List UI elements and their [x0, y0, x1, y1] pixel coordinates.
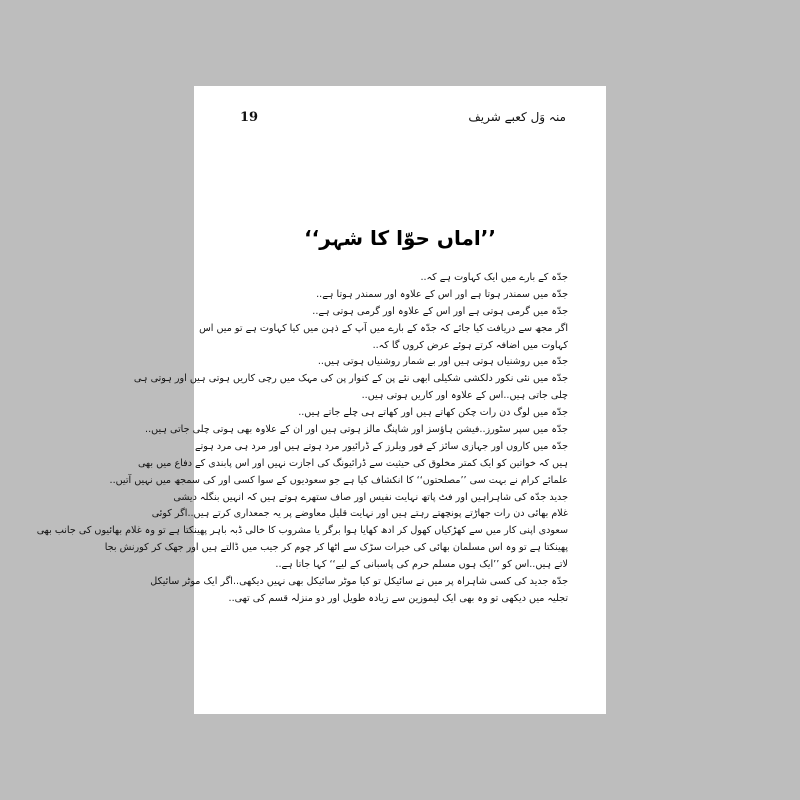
- chapter-title: ’’اماں حوّا کا شہر‘‘: [304, 226, 496, 250]
- text-line: جدّہ میں گرمی ہوتی ہے اور اس کے علاوہ اور گرمی ہوتی ہے..: [312, 305, 568, 317]
- text-line: اگر مجھ سے دریافت کیا جائے کہ جدّہ کے بارے میں آپ کے ذہن میں کیا کہاوت ہے تو میں اس: [199, 322, 568, 334]
- text-line: جدّہ میں سمندر ہوتا ہے اور اس کے علاوہ اور سمندر ہوتا ہے..: [316, 288, 568, 300]
- text-line: جدّہ میں سپر سٹورز..فیشن ہاؤسز اور شاپنگ مالز ہوتی ہیں اور ان کے علاوہ بھی ہوتی چلی جاتی ہیں..: [145, 424, 568, 436]
- page-header: [236, 108, 566, 130]
- text-line: غلام بھائی دن رات جھاڑتے پونچھتے رہتے ہیں اور نہایت قلیل معاوضے پر یہ جمعداری کرتے ہیں..اگر کوئی: [151, 508, 568, 520]
- text-line: جدّہ میں نئی نکور دلکشی شکیلی ابھی نئے پن کے کنوار پن کی مہک میں رچی کاریں ہوتی ہیں اور ہوتی ہی: [133, 373, 568, 385]
- text-line: جدّہ میں کاروں اور جہازی سائز کے فور ویلرز کے ڈرائیور مرد ہوتے ہیں اور مرد ہی مرد ہوتے: [195, 440, 568, 452]
- text-line: کہاوت میں اضافہ کرتے ہوئے عرض کروں گا کہ..: [372, 339, 568, 351]
- text-line: جدّہ میں روشنیاں ہوتی ہیں اور بے شمار روشنیاں ہوتی ہیں..: [317, 356, 568, 368]
- text-line: علمائے کرام نے بہت سی ’’مصلحتوں‘‘ کا انکشاف کیا ہے جو سعودیوں کے سوا کسی اور کی سمجھ میں نہیں آتیں..: [109, 474, 568, 486]
- text-line: جدّہ جدید کی کسی شاہراہ پر میں نے سائیکل تو کیا موٹر سائیکل بھی نہیں دیکھی..اگر ایک موٹر سائیکل: [150, 576, 568, 588]
- book-page: [36, 86, 606, 714]
- body-text: [36, 270, 568, 608]
- text-line: لاتے ہیں..اس کو ’’ایک ہوں مسلم حرم کی پاسبانی کے لیے‘‘ کہا جاتا ہے..: [275, 559, 568, 571]
- text-line: جدّہ میں لوگ دن رات چکن کھاتے ہیں اور کھاتے ہی چلے جاتے ہیں..: [298, 407, 568, 419]
- text-line: جدّہ کے بارے میں ایک کہاوت ہے کہ..: [420, 272, 568, 283]
- text-line: ہیں کہ خواتین کو ایک کمتر مخلوق کی حیثیت سے ڈرائیونگ کی اجازت نہیں اور اس پابندی کے دفاع میں بھی: [137, 457, 568, 469]
- text-line: چلی جاتی ہیں..اس کے علاوہ اور کاریں ہوتی ہیں..: [361, 390, 568, 402]
- page-number: 19: [240, 110, 259, 125]
- text-line: جدید جدّہ کی شاہراہیں اور فٹ پاتھ نہایت نفیس اور صاف ستھرے ہوتے ہیں کہ انہیں بنگلہ دیشی: [173, 491, 568, 503]
- text-line: سعودی اپنی کار میں سے کھڑکیاں کھول کر ادھ کھایا ہوا برگر یا مشروب کا خالی ڈبہ باہر پھینکتا ہے تو وہ غلام بھائیوں کی جانب بھی: [36, 525, 568, 537]
- running-title: منہ وَل کعبے شریف: [468, 110, 566, 124]
- text-line: تجلیہ میں دیکھی تو وہ بھی ایک لیموزین سے زیادہ طویل اور دو منزلہ قسم کی تھی..: [228, 592, 568, 604]
- text-line: پھینکتا ہے تو وہ اس مسلمان بھائی کی خیرات سڑک سے اٹھا کر چوم کر جیب میں ڈالتے ہیں اور جھک کر کورنش بجا: [104, 542, 568, 554]
